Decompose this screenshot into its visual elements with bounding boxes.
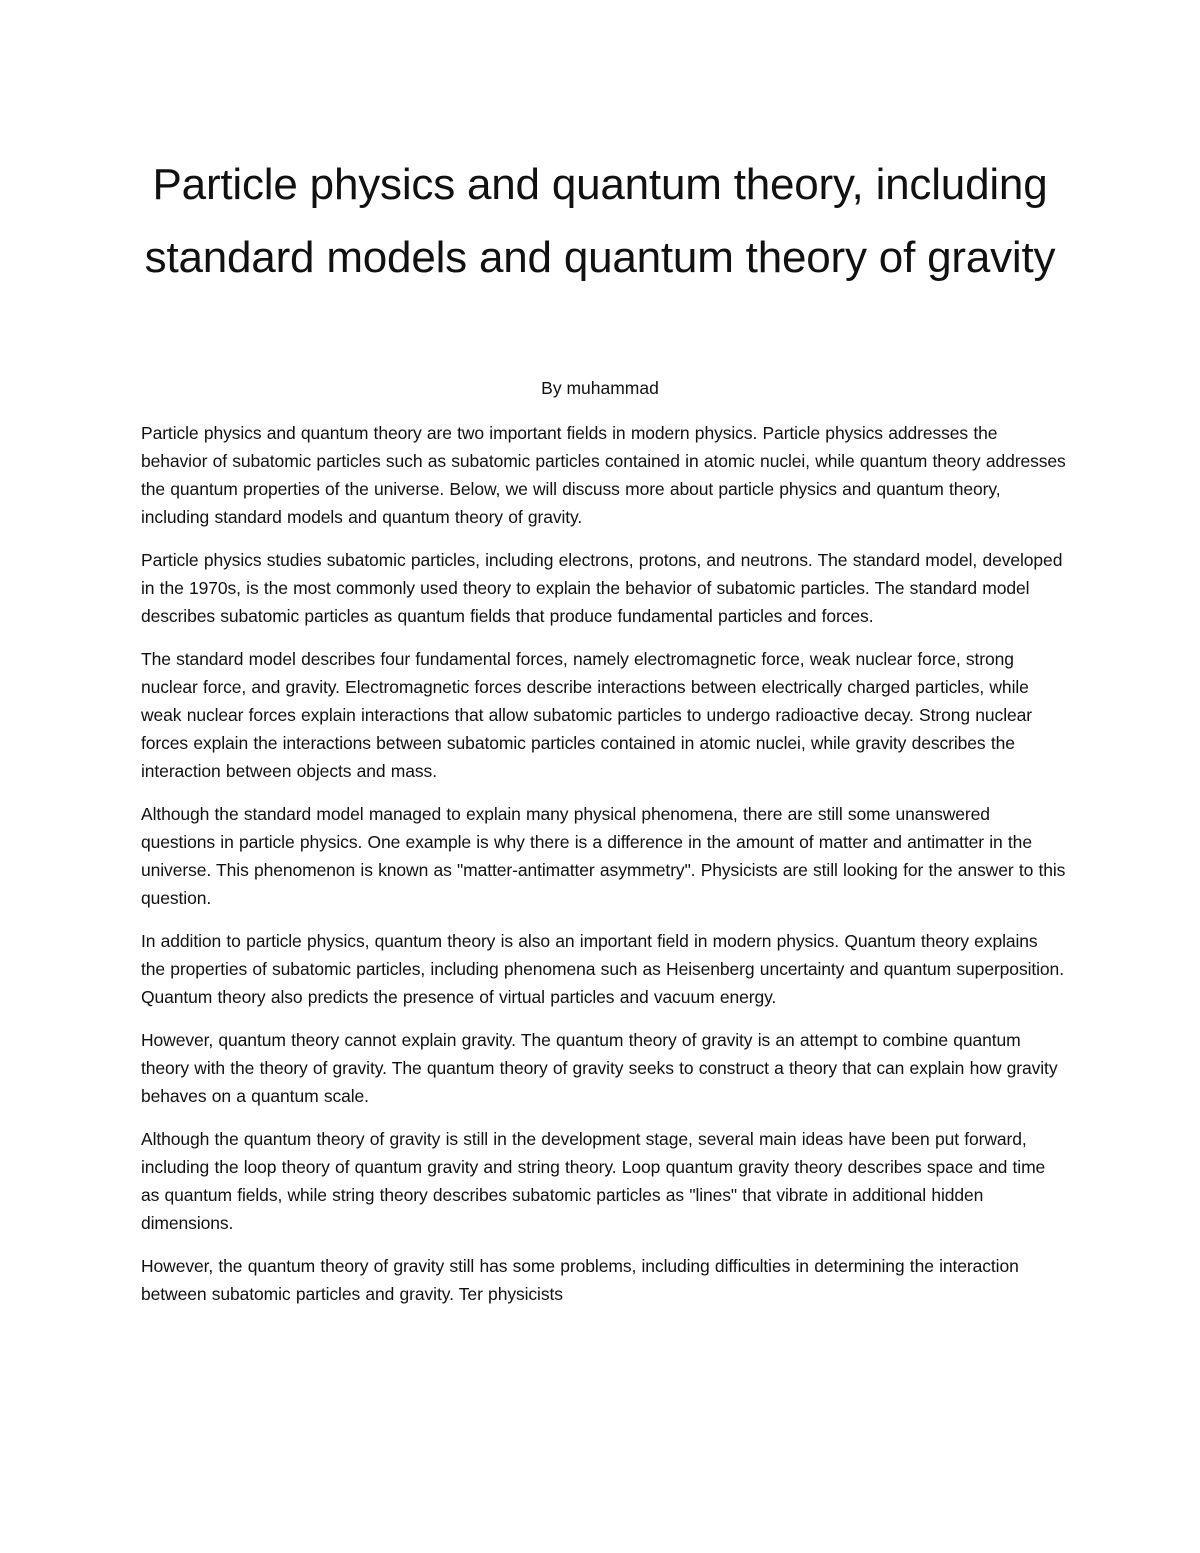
paragraph: Particle physics and quantum theory are two important fields in modern physics. Particle physics addresses the behavior of subatomic particles such as subatomic particles contained in atomic nuclei, while quantum theory addresses the quantum properties of the universe. Below, we will discuss more about particle physics and quantum theory, including standard models and quantum theory of gravity. — [141, 423, 1066, 527]
author-line: By muhammad — [541, 378, 659, 398]
paragraph: However, quantum theory cannot explain gravity. The quantum theory of gravity is an attempt to combine quantum theory with the theory of gravity. The quantum theory of gravity seeks to construct a theory that can explain how gravity behaves on a quantum scale. — [141, 1030, 1058, 1106]
paragraph: The standard model describes four fundamental forces, namely electromagnetic force, weak nuclear force, strong nuclear force, and gravity. Electromagnetic forces describe interactions between electrically charged particles, while weak nuclear forces explain interactions that allow subatomic particles to undergo radioactive decay. Strong nuclear forces explain the interactions between subatomic particles contained in atomic nuclei, while gravity describes the interaction between objects and mass. — [141, 649, 1032, 781]
paragraph: Although the quantum theory of gravity is still in the development stage, several main ideas have been put forward, including the loop theory of quantum gravity and string theory. Loop quantum gravity theory describes space and time as quantum fields, while string theory describes subatomic particles as "lines" that vibrate in additional hidden dimensions. — [141, 1129, 1046, 1233]
paragraph: In addition to particle physics, quantum theory is also an important field in modern physics. Quantum theory explains the properties of subatomic particles, including phenomena such as Heisenberg uncertainty and quantum superposition. Quantum theory also predicts the presence of virtual particles and vacuum energy. — [141, 931, 1064, 1007]
paragraph: Although the standard model managed to explain many physical phenomena, there are still some unanswered questions in particle physics. One example is why there is a difference in the amount of matter and antimatter in the universe. This phenomenon is known as "matter-antimatter asymmetry". Physicists are still looking for the answer to this question. — [141, 804, 1066, 908]
paragraph: However, the quantum theory of gravity still has some problems, including difficulties in determining the interaction between subatomic particles and gravity. Ter physicists — [141, 1256, 1019, 1304]
paragraph: Particle physics studies subatomic particles, including electrons, protons, and neutrons. The standard model, developed in the 1970s, is the most commonly used theory to explain the behavior of subatomic particles. The standard model describes subatomic particles as quantum fields that produce fundamental particles and forces. — [141, 550, 1063, 626]
document-title: Particle physics and quantum theory, including standard models and quantum theory of gravity — [144, 160, 1056, 282]
document-body — [141, 419, 1066, 1323]
